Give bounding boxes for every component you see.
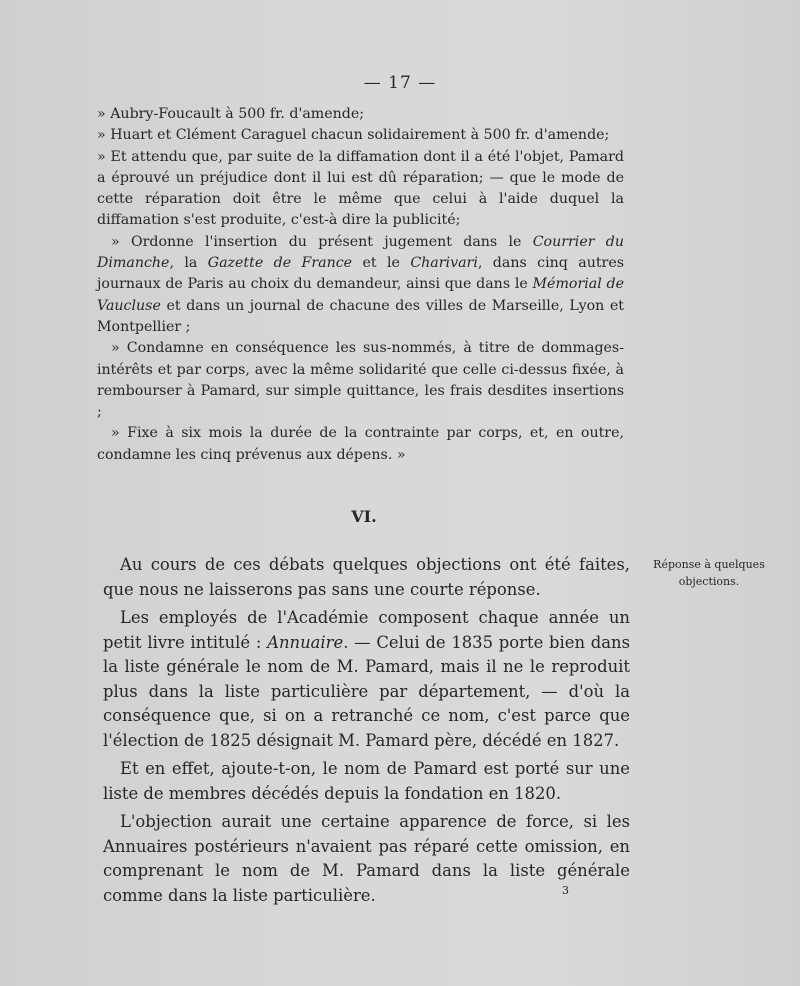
paragraph-attendu: » Et attendu que, par suite de la diffamation dont il a été l'objet, Pamard a éprouvé un préjudice dont il lui est dû réparation; — que le mode de cette réparation doit être le même que celui à l'aide duquel la diffamation s'est produite, c'est-à dire la publicité; xyxy=(97,148,624,229)
signature-mark: 3 xyxy=(562,884,569,897)
paragraph-objections: Au cours de ces débats quelques objections ont été faites, que nous ne laisserons pas sans une courte réponse. xyxy=(103,555,630,599)
paragraph-huart: » Huart et Clément Caraguel chacun solidairement à 500 fr. d'amende; xyxy=(97,127,610,144)
paragraph-condamne: » Condamne en conséquence les sus-nommés, à titre de dommages-intérêts et par corps, avec la même solidarité que celle ci-dessus fixée, à rembourser à Pamard, sur simple quittance, les frais desdites insertions ; xyxy=(97,340,624,421)
paragraph-en-effet: Et en effet, ajoute-t-on, le nom de Pamard est porté sur une liste de membres décédés depuis la fondation en 1820. xyxy=(103,759,630,803)
paragraph-fixe: » Fixe à six mois la durée de la contrainte par corps, et, en outre, condamne les cinq prévenus aux dépens. » xyxy=(97,425,624,463)
page-number: — 17 — xyxy=(363,73,437,93)
newspaper-memorial: Mémorial de Vaucluse xyxy=(97,276,624,314)
paragraph-objection-reply: L'objection aurait une certaine apparence de force, si les Annuaires postérieurs n'avaient pas réparé cette omission, en comprenant le nom de M. Pamard dans la liste générale comme dans la liste particulière. xyxy=(103,812,630,905)
newspaper-gazette: Gazette de France xyxy=(207,255,353,272)
paragraph-annuaire: Les employés de l'Académie composent chaque année un petit livre intitulé : Annuaire. — Celui de 1835 porte bien dans la liste générale le nom de M. Pamard, mais il ne le reproduit plus dans la liste particulière par département, — d'où la conséquence que, si on a retranché ce nom, c'est parce que l'élection de 1825 désignait M. Pamard père, décédé en 1827. xyxy=(103,608,630,750)
annuaire-title: Annuaire xyxy=(267,632,344,652)
body-text xyxy=(103,553,630,908)
paragraph-aubry: » Aubry-Foucault à 500 fr. d'amende; xyxy=(97,106,365,122)
judgment-text xyxy=(97,104,624,466)
section-heading: VI. xyxy=(351,507,377,526)
newspaper-charivari: Charivari xyxy=(410,255,478,272)
paragraph-ordonne: » Ordonne l'insertion du présent jugement dans le Courrier du Dimanche, la Gazette de France et le Charivari, dans cinq autres journaux de Paris au choix du demandeur, ainsi que dans le Mémorial de Vaucluse et dans un journal de chacune des villes de Marseille, Lyon et Montpellier ; xyxy=(97,233,625,335)
margin-note: Réponse à quelques objections. xyxy=(653,558,765,588)
newspaper-courrier: Courrier du Dimanche xyxy=(97,233,624,272)
